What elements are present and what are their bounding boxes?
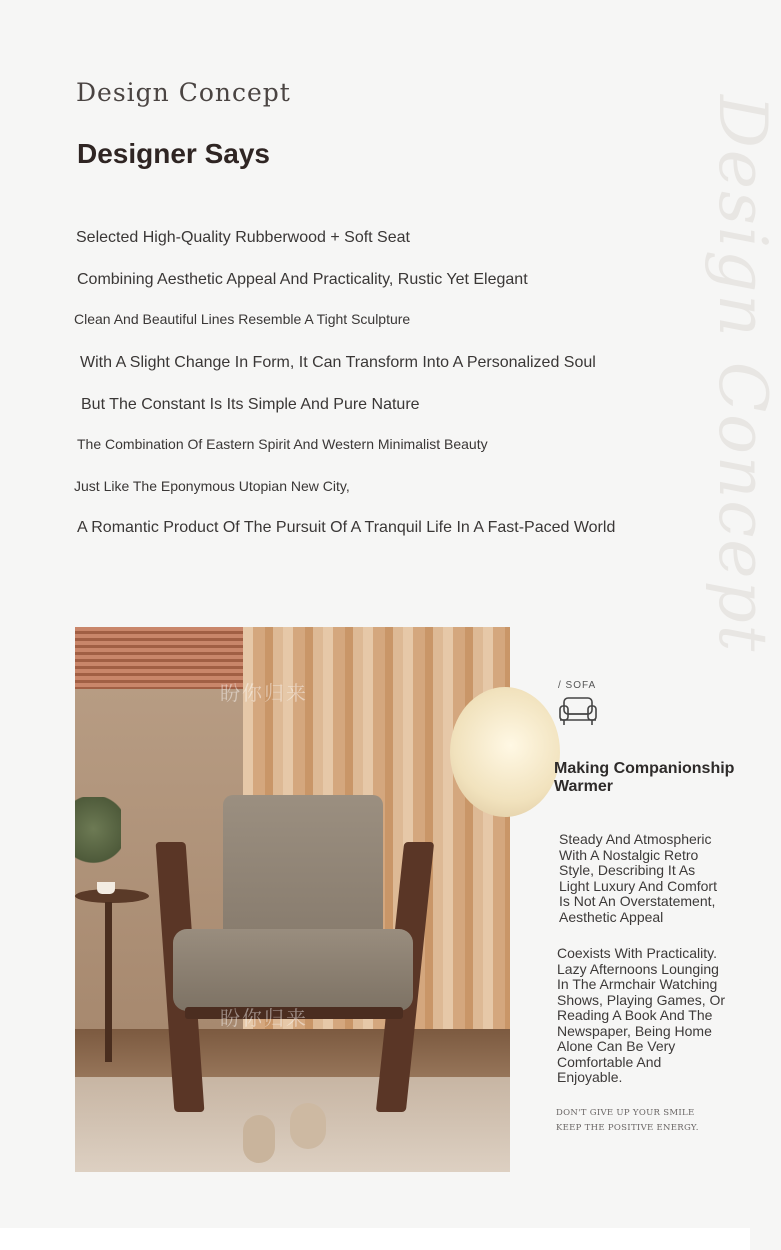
photo-floor-lamp <box>450 687 560 817</box>
photo-plant <box>75 797 121 877</box>
photo-side-table-leg <box>105 902 112 1062</box>
feature-paragraph: Steady And Atmospheric With A Nostalgic Retro Style, Describing It As Light Luxury And Comfort Is Not An Overstatement, Aesthetic Appeal <box>559 831 717 925</box>
sofa-icon <box>558 694 598 728</box>
side-script-watermark: Design Concept <box>704 95 781 654</box>
bottom-band <box>0 1228 750 1250</box>
photo-cup <box>97 882 115 894</box>
feature-heading: Making Companionship Warmer <box>554 760 735 795</box>
photo-watermark: 盼你归来 <box>220 683 308 705</box>
intro-line: With A Slight Change In Form, It Can Transform Into A Personalized Soul <box>80 354 596 371</box>
intro-line: But The Constant Is Its Simple And Pure Nature <box>81 396 420 413</box>
feature-paragraph: Coexists With Practicality. Lazy Afternoons Lounging In The Armchair Watching Shows, Playing Games, Or Reading A Book And The Newspaper, Being Home Alone Can Be Very Comfortable And Enjoyable. <box>557 945 726 1085</box>
intro-line: A Romantic Product Of The Pursuit Of A Tranquil Life In A Fast-Paced World <box>77 519 616 536</box>
photo-watermark: 盼你归来 <box>220 1008 308 1030</box>
chair-backrest <box>223 795 383 945</box>
motto <box>556 1106 699 1136</box>
armchair-photo <box>75 627 510 1172</box>
intro-line: Clean And Beautiful Lines Resemble A Tight Sculpture <box>74 311 411 327</box>
chair-seat <box>173 929 413 1011</box>
category-tag: / SOFA <box>558 680 597 691</box>
eyebrow-heading: Design Concept <box>76 78 291 107</box>
motto-line: DON'T GIVE UP YOUR SMILE <box>556 1108 695 1118</box>
intro-line: Just Like The Eponymous Utopian New City, <box>74 478 350 494</box>
page-title: Designer Says <box>77 138 270 169</box>
motto-line: KEEP THE POSITIVE ENERGY. <box>556 1123 699 1133</box>
intro-line: The Combination Of Eastern Spirit And Western Minimalist Beauty <box>77 436 488 452</box>
photo-slipper <box>290 1103 326 1149</box>
intro-line: Combining Aesthetic Appeal And Practicality, Rustic Yet Elegant <box>77 271 528 288</box>
photo-slipper <box>243 1115 275 1163</box>
intro-line: Selected High-Quality Rubberwood + Soft Seat <box>76 229 410 246</box>
